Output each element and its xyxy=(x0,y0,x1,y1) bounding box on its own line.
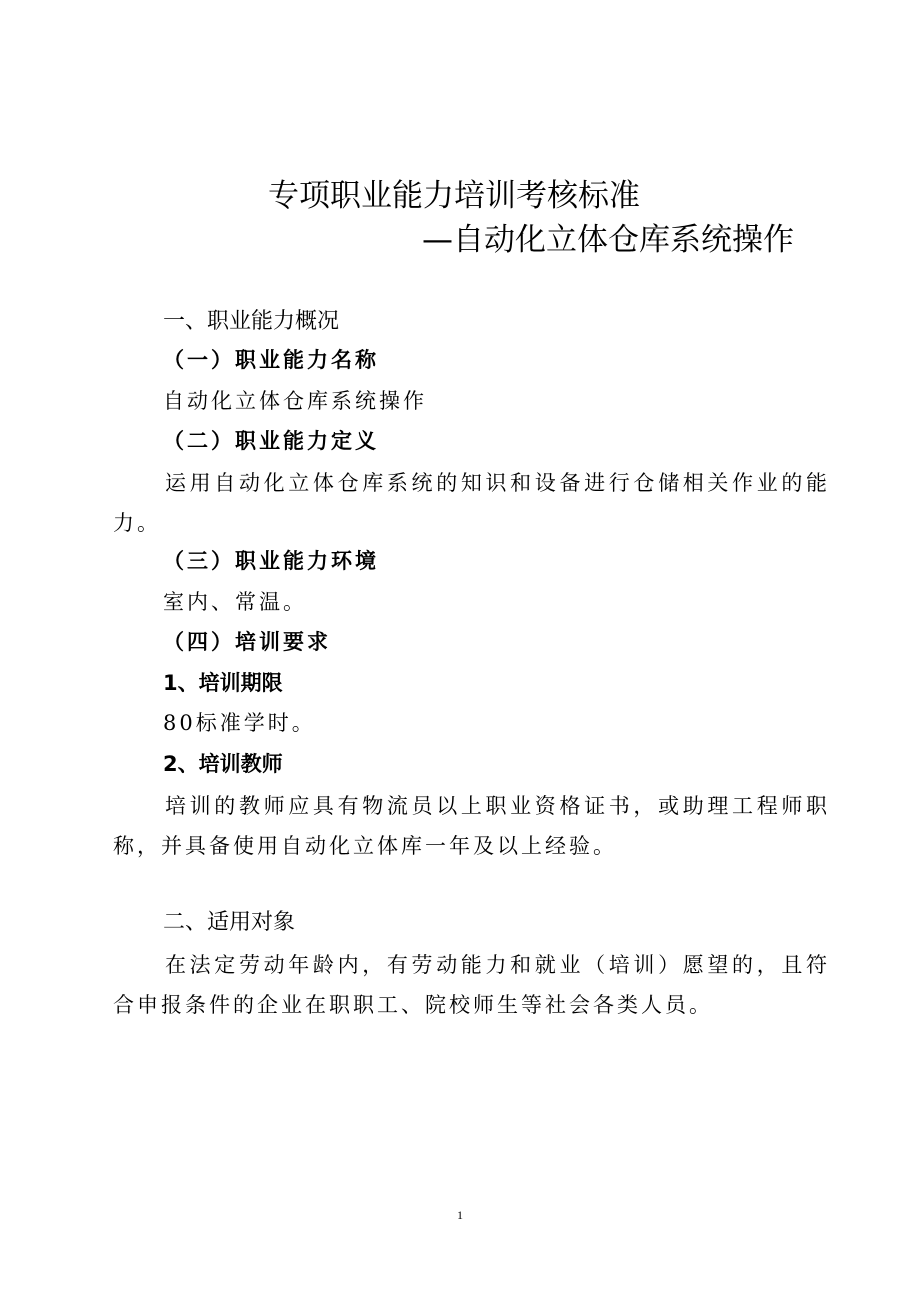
training-teacher-text: 培训的教师应具有物流员以上职业资格证书，或助理工程师职称，并具备使用自动化立体库一年及以上经验。 xyxy=(113,794,830,858)
ability-name-text: 自动化立体仓库系统操作 xyxy=(163,389,427,413)
training-duration-text: 80标准学时。 xyxy=(163,711,316,735)
target-audience-text: 在法定劳动年龄内，有劳动能力和就业（培训）愿望的，且符合申报条件的企业在职职工、院校师生等社会各类人员。 xyxy=(113,953,830,1017)
item-heading-teacher: 2、培训教师 xyxy=(163,752,283,776)
subsection-heading-training: （四）培训要求 xyxy=(163,629,331,654)
subsection-heading-name: （一）职业能力名称 xyxy=(163,347,379,372)
item-heading-duration: 1、培训期限 xyxy=(163,671,283,695)
ability-definition-text: 运用自动化立体仓库系统的知识和设备进行仓储相关作业的能力。 xyxy=(113,471,830,535)
subsection-heading-environment: （三）职业能力环境 xyxy=(163,548,379,573)
page-number: 1 xyxy=(457,1208,463,1222)
section-heading-overview: 一、职业能力概况 xyxy=(163,309,340,334)
subsection-heading-definition: （二）职业能力定义 xyxy=(163,428,379,453)
ability-environment-text: 室内、常温。 xyxy=(163,590,307,614)
section-heading-target: 二、适用对象 xyxy=(163,910,296,935)
document-title: 专项职业能力培训考核标准 xyxy=(268,178,640,214)
document-subtitle: —自动化立体仓库系统操作 xyxy=(422,222,794,258)
